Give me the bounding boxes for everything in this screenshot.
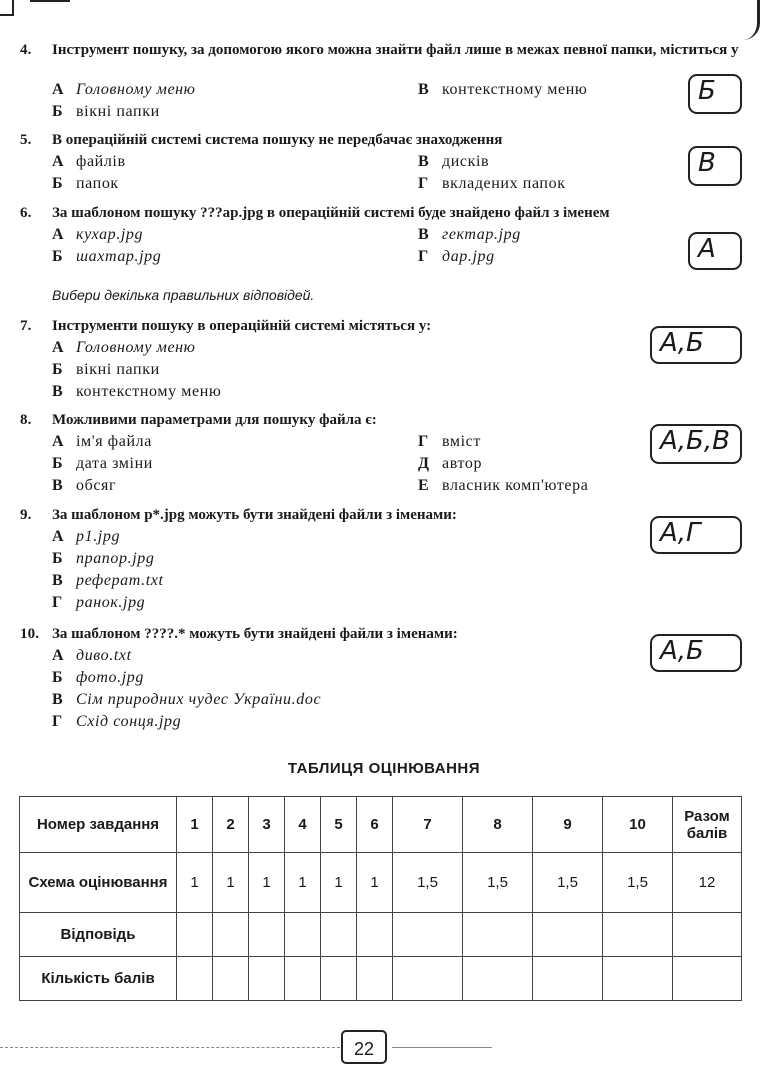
page-corner-mark: [0, 0, 14, 16]
option-v[interactable]: В дисків: [418, 153, 490, 170]
score-cell: 1,5: [533, 853, 603, 913]
answer-box-4[interactable]: Б: [688, 74, 742, 114]
table-row-scoring-scheme: [20, 853, 742, 913]
points-cell[interactable]: [321, 957, 357, 1001]
score-cell: 1: [177, 853, 213, 913]
question-number: 7.: [20, 318, 32, 334]
page-number: 22: [341, 1030, 387, 1064]
option-b[interactable]: Б папок: [52, 175, 119, 192]
points-cell[interactable]: [249, 957, 285, 1001]
score-cell: 1,5: [393, 853, 463, 913]
score-cell: 1: [357, 853, 393, 913]
question-8: [20, 410, 750, 494]
option-v[interactable]: В контекстному меню: [418, 81, 588, 98]
question-text: Інструменти пошуку в операційній системі містяться у:: [52, 318, 432, 334]
total-points-header: Разом балів: [673, 797, 742, 853]
question-number: 10.: [20, 626, 40, 642]
option-g[interactable]: Г вкладених папок: [418, 175, 566, 192]
option-b[interactable]: Б фото.jpg: [52, 669, 144, 686]
row-label-answer: Відповідь: [20, 913, 177, 957]
question-text: Інструмент пошуку, за допомогою якого можна знайти файл лише в межах певної папки, міститься у: [52, 42, 739, 58]
question-text: За шаблоном р*.jpg можуть бути знайдені файли з іменами:: [52, 507, 457, 523]
points-cell[interactable]: [357, 957, 393, 1001]
option-v[interactable]: В реферат.txt: [52, 572, 164, 589]
table-row-points: [20, 957, 742, 1001]
answer-cell[interactable]: [285, 913, 321, 957]
option-b[interactable]: Б шахтар.jpg: [52, 248, 162, 265]
answer-box-6[interactable]: А: [688, 232, 742, 270]
score-cell: 1: [249, 853, 285, 913]
question-number: 8.: [20, 412, 32, 428]
option-a[interactable]: А файлів: [52, 153, 126, 170]
task-number-cell: 9: [533, 797, 603, 853]
answer-box-7[interactable]: А,Б: [650, 326, 742, 364]
option-g[interactable]: Г дар.jpg: [418, 248, 495, 265]
option-b[interactable]: Б дата зміни: [52, 455, 153, 472]
answer-cell[interactable]: [321, 913, 357, 957]
instruction-multi-choice: Вибери декілька правильних відповідей.: [52, 287, 315, 303]
score-cell: 1: [285, 853, 321, 913]
question-9: [20, 505, 750, 611]
question-text: За шаблоном пошуку ???ар.jpg в операційній системі буде знайдено файл з іменем: [52, 205, 610, 221]
row-label-scoring-scheme: Схема оцінювання: [20, 853, 177, 913]
option-v[interactable]: В Сім природних чудес України.doc: [52, 691, 322, 708]
table-row-task-numbers: [20, 797, 742, 853]
question-number: 4.: [20, 42, 32, 58]
task-number-cell: 3: [249, 797, 285, 853]
answer-box-10[interactable]: А,Б: [650, 634, 742, 672]
score-total-cell: 12: [673, 853, 742, 913]
score-cell: 1: [213, 853, 249, 913]
points-cell[interactable]: [285, 957, 321, 1001]
answer-box-9[interactable]: А,Г: [650, 516, 742, 554]
points-cell[interactable]: [213, 957, 249, 1001]
answer-cell[interactable]: [603, 913, 673, 957]
score-cell: 1: [321, 853, 357, 913]
score-cell: 1,5: [463, 853, 533, 913]
top-rule-mark: [30, 0, 70, 2]
grading-table-title: ТАБЛИЦЯ ОЦІНЮВАННЯ: [287, 760, 481, 777]
answer-cell[interactable]: [177, 913, 213, 957]
task-number-cell: 8: [463, 797, 533, 853]
option-d[interactable]: Д автор: [418, 455, 483, 472]
task-number-cell: 4: [285, 797, 321, 853]
answer-cell[interactable]: [213, 913, 249, 957]
grading-table: [19, 796, 742, 1001]
question-text: За шаблоном ????.* можуть бути знайдені файли з іменами:: [52, 626, 458, 642]
question-7: [20, 316, 750, 400]
option-v[interactable]: В контекстному меню: [52, 383, 222, 400]
option-b[interactable]: Б вікні папки: [52, 103, 160, 120]
question-text: В операційній системі система пошуку не передбачає знаходження: [52, 132, 503, 148]
option-g[interactable]: Г Схід сонця.jpg: [52, 713, 182, 730]
option-b[interactable]: Б вікні папки: [52, 361, 160, 378]
binding-mark: [743, 0, 760, 40]
answer-cell[interactable]: [393, 913, 463, 957]
question-text: Можливими параметрами для пошуку файла є:: [52, 412, 377, 428]
question-6: [20, 203, 750, 263]
points-cell[interactable]: [533, 957, 603, 1001]
answer-cell[interactable]: [673, 913, 742, 957]
row-label-task-number: Номер завдання: [20, 797, 177, 853]
task-number-cell: 6: [357, 797, 393, 853]
points-cell[interactable]: [177, 957, 213, 1001]
row-label-points: Кількість балів: [20, 957, 177, 1001]
points-cell[interactable]: [463, 957, 533, 1001]
answer-box-8[interactable]: А,Б,В: [650, 424, 742, 464]
option-a[interactable]: А Головному меню: [52, 81, 196, 98]
answer-cell[interactable]: [463, 913, 533, 957]
question-number: 6.: [20, 205, 32, 221]
option-a[interactable]: А p1.jpg: [52, 528, 121, 545]
option-a[interactable]: А кухар.jpg: [52, 226, 144, 243]
option-a[interactable]: А диво.txt: [52, 647, 132, 664]
answer-cell[interactable]: [357, 913, 393, 957]
option-b[interactable]: Б прапор.jpg: [52, 550, 155, 567]
question-number: 9.: [20, 507, 32, 523]
score-cell: 1,5: [603, 853, 673, 913]
table-row-answer: [20, 913, 742, 957]
answer-cell[interactable]: [533, 913, 603, 957]
footer-rule-left: [0, 1047, 340, 1048]
points-cell[interactable]: [393, 957, 463, 1001]
option-v[interactable]: В обсяг: [52, 477, 117, 494]
question-10: [20, 624, 750, 730]
task-number-cell: 10: [603, 797, 673, 853]
task-number-cell: 7: [393, 797, 463, 853]
task-number-cell: 5: [321, 797, 357, 853]
question-4: [20, 40, 750, 120]
answer-box-5[interactable]: В: [688, 146, 742, 186]
option-v[interactable]: В гектар.jpg: [418, 226, 521, 243]
question-5: [20, 130, 750, 190]
task-number-cell: 1: [177, 797, 213, 853]
footer-rule-right: [392, 1047, 492, 1048]
option-g[interactable]: Г вміст: [418, 433, 481, 450]
option-e[interactable]: Е власник комп'ютера: [418, 477, 589, 494]
task-number-cell: 2: [213, 797, 249, 853]
option-a[interactable]: А ім'я файла: [52, 433, 152, 450]
points-cell[interactable]: [603, 957, 673, 1001]
points-cell[interactable]: [673, 957, 742, 1001]
option-a[interactable]: А Головному меню: [52, 339, 196, 356]
answer-cell[interactable]: [249, 913, 285, 957]
option-g[interactable]: Г ранок.jpg: [52, 594, 146, 611]
question-number: 5.: [20, 132, 32, 148]
